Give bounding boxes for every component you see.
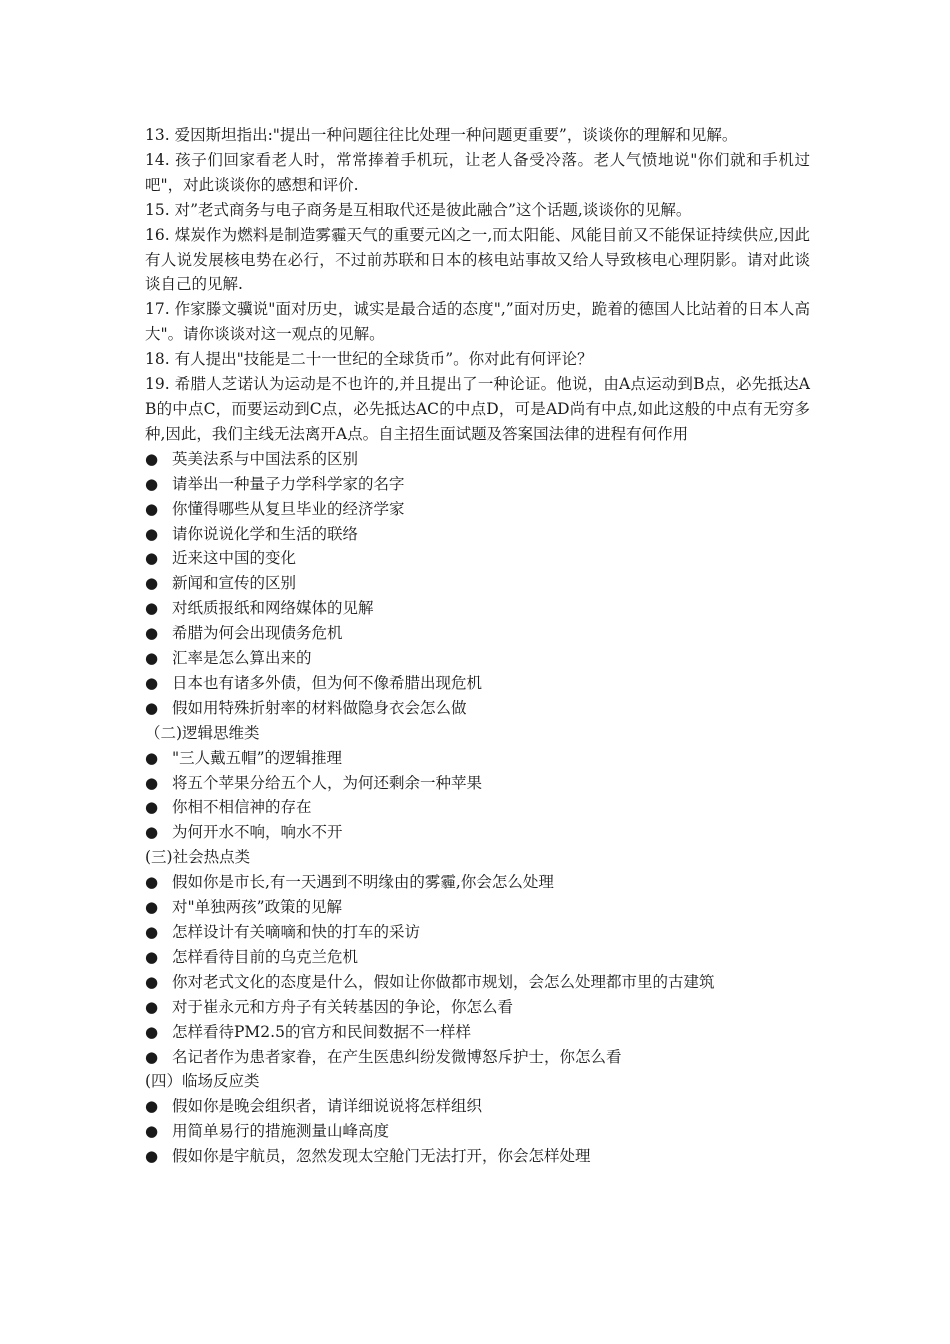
bullet-icon: ● [145,873,159,892]
list-item [145,472,810,497]
list-item-text: 汇率是怎么算出来的 [172,649,312,668]
list-item-text: 英美法系与中国法系的区别 [172,449,359,468]
list-item [145,870,810,895]
question-13: 13. 爱因斯坦指出:"提出一种问题往往比处理一种问题更重要”，谈谈你的理解和见解。 [145,126,738,144]
list-item [145,970,810,995]
list-item [145,795,810,820]
bullet-icon: ● [145,524,159,543]
list-item [145,621,810,646]
list-item-text: 希腊为何会出现债务危机 [172,624,343,643]
bullet-list-logic [145,746,810,846]
list-item-text: 名记者作为患者家眷，在产生医患纠纷发微博怒斥护士，你怎么看 [172,1047,622,1066]
bullet-icon: ● [145,499,159,518]
list-item [145,895,810,920]
list-item-text: 假如你是宇航员，忽然发现太空舱门无法打开，你会怎样处理 [172,1147,591,1166]
list-item-text: 怎样看待目前的乌克兰危机 [172,947,359,966]
bullet-icon: ● [145,1047,159,1066]
document-page [145,123,810,1169]
list-item-text: 近来这中国的变化 [172,549,297,568]
bullet-icon: ● [145,997,159,1016]
list-item-text: 日本也有诸多外债，但为何不像希腊出现危机 [172,673,483,692]
bullet-icon: ● [145,898,159,917]
list-item-text: 请你说说化学和生活的联络 [172,524,359,543]
list-item [145,522,810,547]
list-item-text: 你对老式文化的态度是什么，假如让你做都市规划，会怎么处理都市里的古建筑 [172,972,715,991]
bullet-icon: ● [145,549,159,568]
question-15: 15. 对”老式商务与电子商务是互相取代还是彼此融合”这个话题,谈谈你的见解。 [145,200,692,219]
bullet-icon: ● [145,574,159,593]
list-item [145,646,810,671]
question-19: 19. 希腊人芝诺认为运动是不也许的,并且提出了一种论证。他说，由A点运动到B点，必先抵达AB的中点C，而要运动到C点，必先抵达AC的中点D，可是AD尚有中点,如此这般的中点有无穷多种,因此，我们主线无法离开A点。自主招生面试题及答案国法律的进程有何作用 [145,375,810,443]
list-item [145,771,810,796]
bullet-icon: ● [145,923,159,941]
list-item [145,1020,810,1045]
bullet-icon: ● [145,1097,159,1116]
list-item [145,671,810,696]
list-item [145,1119,810,1144]
list-item-text: 怎样设计有关嘀嘀和快的打车的采访 [172,923,421,941]
list-item-text: 假如用特殊折射率的材料做隐身衣会怎么做 [172,698,467,717]
list-item [145,945,810,970]
bullet-icon: ● [145,1022,159,1041]
list-item [145,995,810,1020]
list-item-text: 你相不相信神的存在 [172,798,312,817]
list-item [145,746,810,771]
list-item [145,497,810,522]
list-item-text: 将五个苹果分给五个人，为何还剩余一种苹果 [172,773,483,792]
bullet-icon: ● [145,1122,159,1141]
bullet-icon: ● [145,947,159,966]
bullet-list-social [145,870,810,1069]
bullet-icon: ● [145,773,159,792]
bullet-icon: ● [145,823,159,842]
bullet-icon: ● [145,698,159,717]
list-item [145,1094,810,1119]
question-18: 18. 有人提出"技能是二十一世纪的全球货币”。你对此有何评论？ [145,350,593,369]
list-item [145,447,810,472]
bullet-icon: ● [145,649,159,668]
bullet-icon: ● [145,748,159,767]
question-16: 16. 煤炭作为燃料是制造雾霾天气的重要元凶之一,而太阳能、风能目前又不能保证持续供应,因此有人说发展核电势在必行，不过前苏联和日本的核电站事故又给人导致核电心理阴影。请对此谈谈自己的见解. [145,225,810,294]
list-item [145,1144,810,1169]
bullet-list-general [145,447,810,721]
bullet-icon: ● [145,624,159,643]
bullet-icon: ● [145,1147,159,1166]
bullet-icon: ● [145,599,159,618]
question-14: 14. 孩子们回家看老人时，常常捧着手机玩，让老人备受冷落。老人气愤地说"你们就和手机过吧"，对此谈谈你的感想和评价. [145,150,810,194]
section-heading-social: (三)社会热点类 [145,848,251,867]
list-item-text: 用简单易行的措施测量山峰高度 [172,1122,390,1141]
list-item [145,920,810,945]
list-item [145,546,810,571]
bullet-icon: ● [145,673,159,692]
bullet-icon: ● [145,972,159,991]
list-item [145,596,810,621]
list-item [145,571,810,596]
list-item [145,1045,810,1070]
list-item-text: 怎样看待PM2.5的官方和民间数据不一样样 [172,1022,471,1041]
list-item-text: 你懂得哪些从复旦毕业的经济学家 [172,499,405,518]
list-item-text: 为何开水不响，响水不开 [172,823,343,842]
list-item-text: 假如你是市长,有一天遇到不明缘由的雾霾,你会怎么处理 [172,873,554,892]
list-item-text: "三人戴五帽”的逻辑推理 [172,748,343,767]
bullet-icon: ● [145,449,159,468]
list-item-text: 请举出一种量子力学科学家的名字 [172,474,405,493]
list-item [145,820,810,845]
list-item-text: 对"单独两孩”政策的见解 [172,898,343,917]
list-item-text: 新闻和宣传的区别 [172,574,297,593]
list-item-text: 对纸质报纸和网络媒体的见解 [172,599,374,618]
bullet-icon: ● [145,798,159,817]
list-item-text: 假如你是晚会组织者，请详细说说将怎样组织 [172,1097,483,1116]
section-heading-reaction: (四）临场反应类 [145,1072,260,1091]
bullet-list-reaction [145,1094,810,1169]
bullet-icon: ● [145,474,159,493]
question-17: 17. 作家滕文骥说"面对历史，诚实是最合适的态度",”面对历史，跪着的德国人比站着的日本人高大"。请你谈谈对这一观点的见解。 [145,300,810,344]
list-item [145,696,810,721]
list-item-text: 对于崔永元和方舟子有关转基因的争论，你怎么看 [172,997,514,1016]
section-heading-logic: （二)逻辑思维类 [145,723,260,742]
